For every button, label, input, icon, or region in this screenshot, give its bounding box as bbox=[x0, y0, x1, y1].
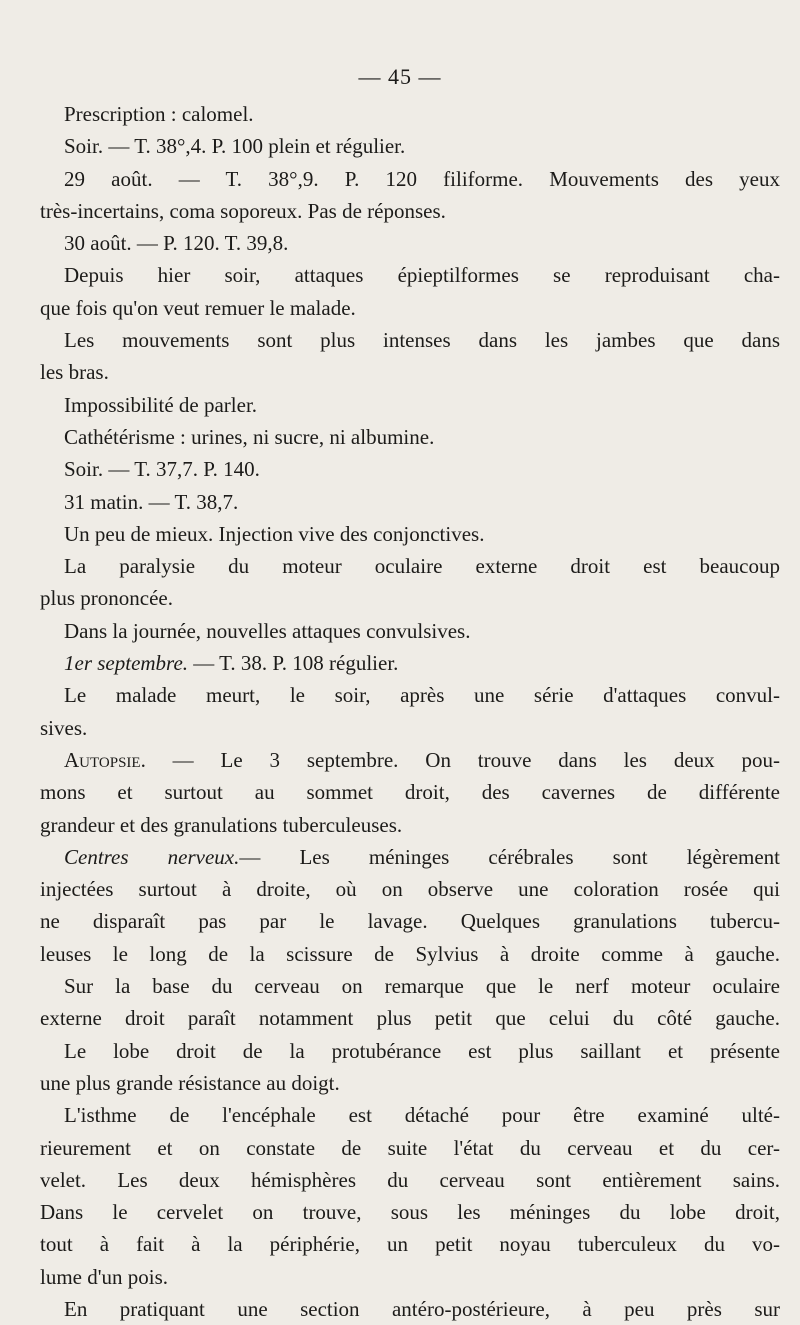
line-text: Soir. — T. 38°,4. P. 100 plein et régulier. bbox=[64, 134, 406, 159]
line-text: plus prononcée. bbox=[40, 586, 173, 611]
text-line bbox=[40, 163, 780, 195]
line-text: Les mouvements sont plus intenses dans les jambes que dans bbox=[64, 328, 780, 353]
line-text: En pratiquant une section antéro-postérieure, à peu près sur bbox=[64, 1296, 780, 1321]
text-line bbox=[40, 1002, 780, 1034]
text-line bbox=[40, 486, 780, 518]
line-text: ne disparaît pas par le lavage. Quelques granulations tubercu- bbox=[40, 909, 780, 934]
text-line bbox=[40, 647, 780, 679]
text-line bbox=[40, 1099, 780, 1131]
line-text: — Le 3 septembre. On trouve dans les deux pou- bbox=[145, 747, 780, 772]
line-text: externe droit paraît notamment plus petit que celui du côté gauche. bbox=[40, 1006, 780, 1031]
line-text: très-incertains, coma soporeux. Pas de réponses. bbox=[40, 198, 446, 223]
line-text: lume d'un pois. bbox=[40, 1264, 169, 1289]
text-line bbox=[40, 1261, 780, 1293]
line-text: — Les méninges cérébrales sont légèrement bbox=[239, 844, 780, 869]
line-text: 31 matin. — T. 38,7. bbox=[64, 489, 239, 514]
text-line bbox=[40, 453, 780, 485]
text-line bbox=[40, 259, 780, 291]
line-text: Un peu de mieux. Injection vive des conjonctives. bbox=[64, 521, 485, 546]
text-line bbox=[40, 615, 780, 647]
line-text: sives. bbox=[40, 715, 88, 740]
line-text: Soir. — T. 37,7. P. 140. bbox=[64, 457, 260, 482]
line-text: Dans la journée, nouvelles attaques convulsives. bbox=[64, 618, 471, 643]
line-text: une plus grande résistance au doigt. bbox=[40, 1070, 340, 1095]
text-line bbox=[40, 744, 780, 776]
line-text: — T. 38. P. 108 régulier. bbox=[188, 651, 399, 676]
line-text: 29 août. — T. 38°,9. P. 120 filiforme. Mouvements des yeux bbox=[64, 166, 780, 191]
text-line bbox=[40, 841, 780, 873]
text-line bbox=[40, 550, 780, 582]
text-line bbox=[40, 1293, 780, 1325]
line-text: Dans le cervelet on trouve, sous les méninges du lobe droit, bbox=[40, 1200, 780, 1225]
text-line bbox=[40, 1228, 780, 1260]
text-line bbox=[40, 98, 780, 130]
text-line bbox=[40, 809, 780, 841]
text-line bbox=[40, 873, 780, 905]
text-line bbox=[40, 130, 780, 162]
text-line bbox=[40, 1164, 780, 1196]
text-line bbox=[40, 679, 780, 711]
text-line bbox=[40, 421, 780, 453]
line-text: Cathétérisme : urines, ni sucre, ni albumine. bbox=[64, 424, 435, 449]
line-text: Le malade meurt, le soir, après une série d'attaques convul- bbox=[64, 683, 780, 708]
text-line bbox=[40, 195, 780, 227]
line-text: injectées surtout à droite, où on observe une coloration rosée qui bbox=[40, 877, 780, 902]
line-text: que fois qu'on veut remuer le malade. bbox=[40, 295, 356, 320]
text-line bbox=[40, 712, 780, 744]
text-line bbox=[40, 905, 780, 937]
line-text: Depuis hier soir, attaques épieptilformes se reproduisant cha- bbox=[64, 263, 780, 288]
line-text: Sur la base du cerveau on remarque que le nerf moteur oculaire bbox=[64, 974, 780, 999]
text-line bbox=[40, 582, 780, 614]
line-text: leuses le long de la scissure de Sylvius à droite comme à gauche. bbox=[40, 941, 780, 966]
line-text: L'isthme de l'encéphale est détaché pour être examiné ulté- bbox=[64, 1103, 780, 1128]
line-text: rieurement et on constate de suite l'état du cerveau et du cer- bbox=[40, 1135, 780, 1160]
line-text: La paralysie du moteur oculaire externe droit est beaucoup bbox=[64, 554, 780, 579]
inline-heading: Centres nerveux. bbox=[64, 844, 240, 869]
text-line bbox=[40, 1035, 780, 1067]
line-text: Prescription : calomel. bbox=[64, 102, 254, 126]
section-heading: Autopsie. bbox=[64, 747, 146, 772]
line-text: Impossibilité de parler. bbox=[64, 392, 258, 417]
text-line bbox=[40, 292, 780, 324]
text-line bbox=[40, 938, 780, 970]
line-text: mons et surtout au sommet droit, des cavernes de différente bbox=[40, 780, 780, 805]
line-text: tout à fait à la périphérie, un petit noyau tuberculeux du vo- bbox=[40, 1232, 780, 1257]
line-text: grandeur et des granulations tuberculeuses. bbox=[40, 812, 403, 837]
body-text bbox=[40, 98, 780, 1325]
text-line bbox=[40, 1132, 780, 1164]
text-line bbox=[40, 389, 780, 421]
line-text: 30 août. — P. 120. T. 39,8. bbox=[64, 231, 289, 256]
page-number: — 45 — bbox=[358, 64, 442, 89]
text-line bbox=[40, 324, 780, 356]
text-line bbox=[40, 518, 780, 550]
text-line bbox=[40, 1196, 780, 1228]
line-text: velet. Les deux hémisphères du cerveau sont entièrement sains. bbox=[40, 1167, 780, 1192]
text-line bbox=[40, 356, 780, 388]
line-text: les bras. bbox=[40, 360, 109, 385]
line-text: Le lobe droit de la protubérance est plus saillant et présente bbox=[64, 1038, 780, 1063]
inline-heading: 1er septembre. bbox=[64, 651, 189, 676]
text-line bbox=[40, 970, 780, 1002]
text-line bbox=[40, 1067, 780, 1099]
text-line bbox=[40, 776, 780, 808]
text-line bbox=[40, 227, 780, 259]
